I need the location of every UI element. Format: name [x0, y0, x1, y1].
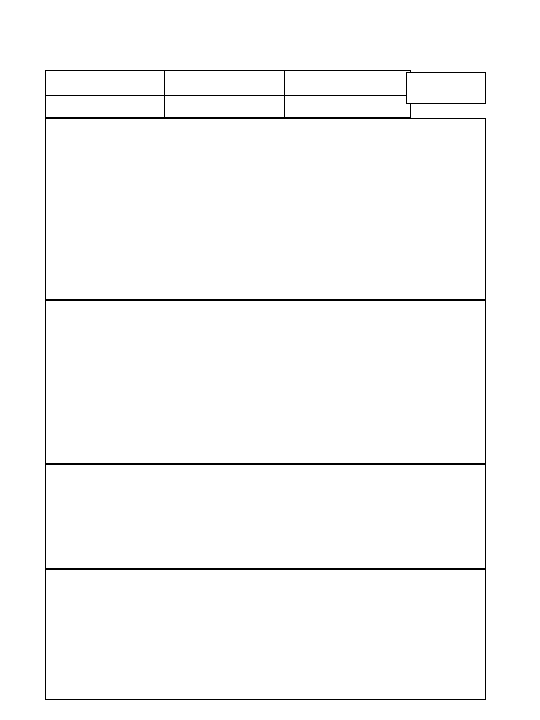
- arabic-passage: [45, 118, 486, 300]
- english-translation-box: [45, 464, 486, 569]
- lesson-info-box: [45, 70, 411, 118]
- transliteration-box: [45, 300, 486, 464]
- exercise-box: [45, 569, 486, 700]
- start-callout: [406, 72, 486, 104]
